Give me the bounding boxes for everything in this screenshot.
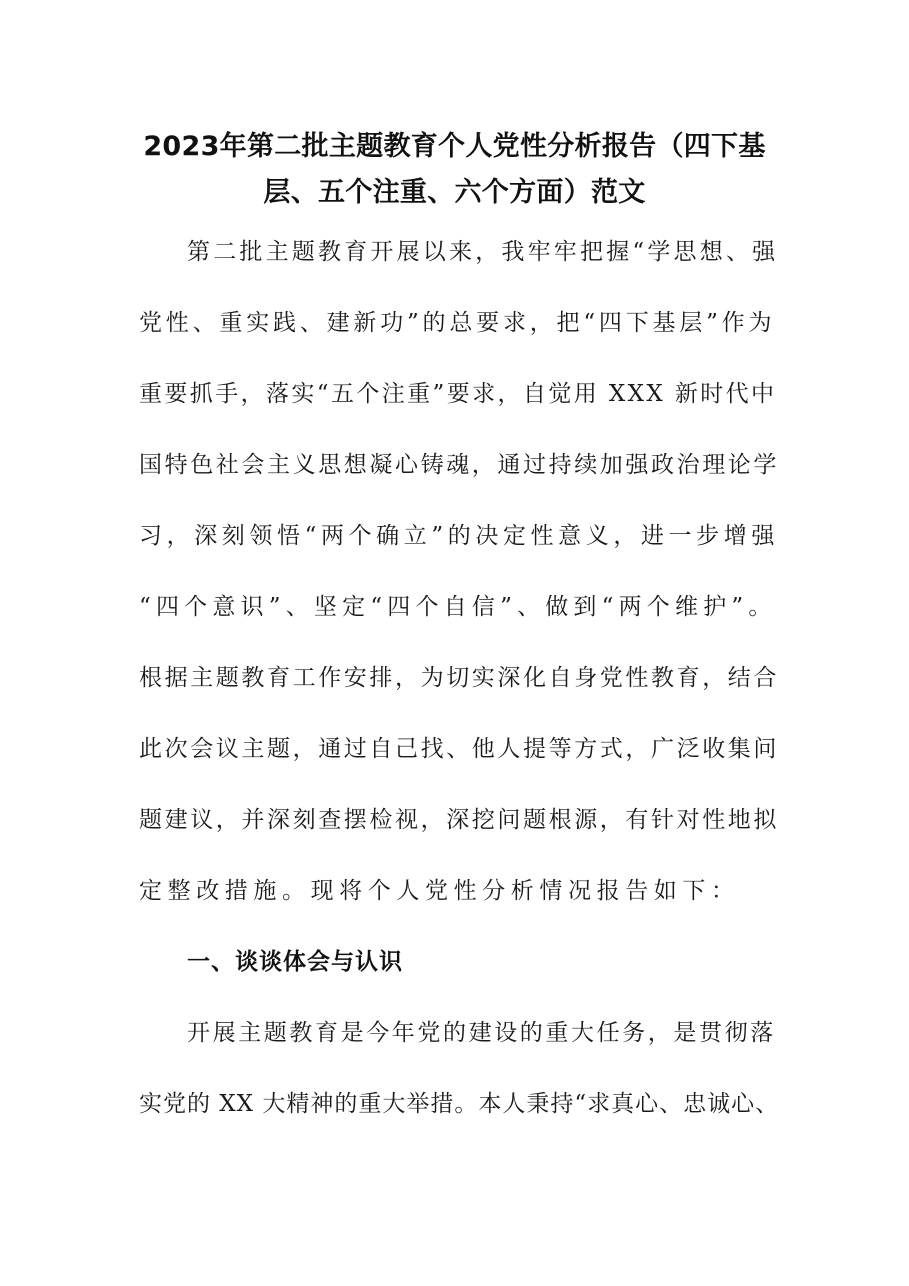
- paragraph-line: 重要抓手，落实“五个注重”要求，自觉用 XXX 新时代中: [139, 381, 777, 407]
- paragraph-line: 定整改措施。现将个人党性分析情况报告如下：: [139, 878, 740, 904]
- paragraph-line: 开展主题教育是今年党的建设的重大任务，是贯彻落: [187, 1020, 776, 1046]
- section-heading: 一、谈谈体会与认识: [187, 949, 403, 975]
- paragraph-line: “四个意识”、坚定“四个自信”、做到“两个维护”。: [139, 594, 777, 620]
- paragraph-line: 此次会议主题，通过自己找、他人提等方式，广泛收集问: [139, 736, 779, 762]
- paragraph-line: 根据主题教育工作安排，为切实深化自身党性教育，结合: [139, 665, 779, 691]
- paragraph-line: 习，深刻领悟“两个确立”的决定性意义，进一步增强: [139, 523, 779, 549]
- paragraph-line: 实党的 XX 大精神的重大举措。本人秉持“求真心、忠诚心、: [139, 1091, 780, 1117]
- paragraph-line: 国特色社会主义思想凝心铸魂，通过持续加强政治理论学: [139, 452, 779, 478]
- paragraph-line: 党性、重实践、建新功”的总要求，把“四下基层”作为: [139, 310, 776, 336]
- document-title-line-1: 2023年第二批主题教育个人党性分析报告（四下基: [143, 131, 766, 162]
- paragraph-line: 题建议，并深刻查摆检视，深挖问题根源，有针对性地拟: [139, 807, 779, 833]
- paragraph-line: 第二批主题教育开展以来，我牢牢把握“学思想、强: [187, 239, 779, 265]
- document-title-line-2: 层、五个注重、六个方面）范文: [263, 177, 646, 208]
